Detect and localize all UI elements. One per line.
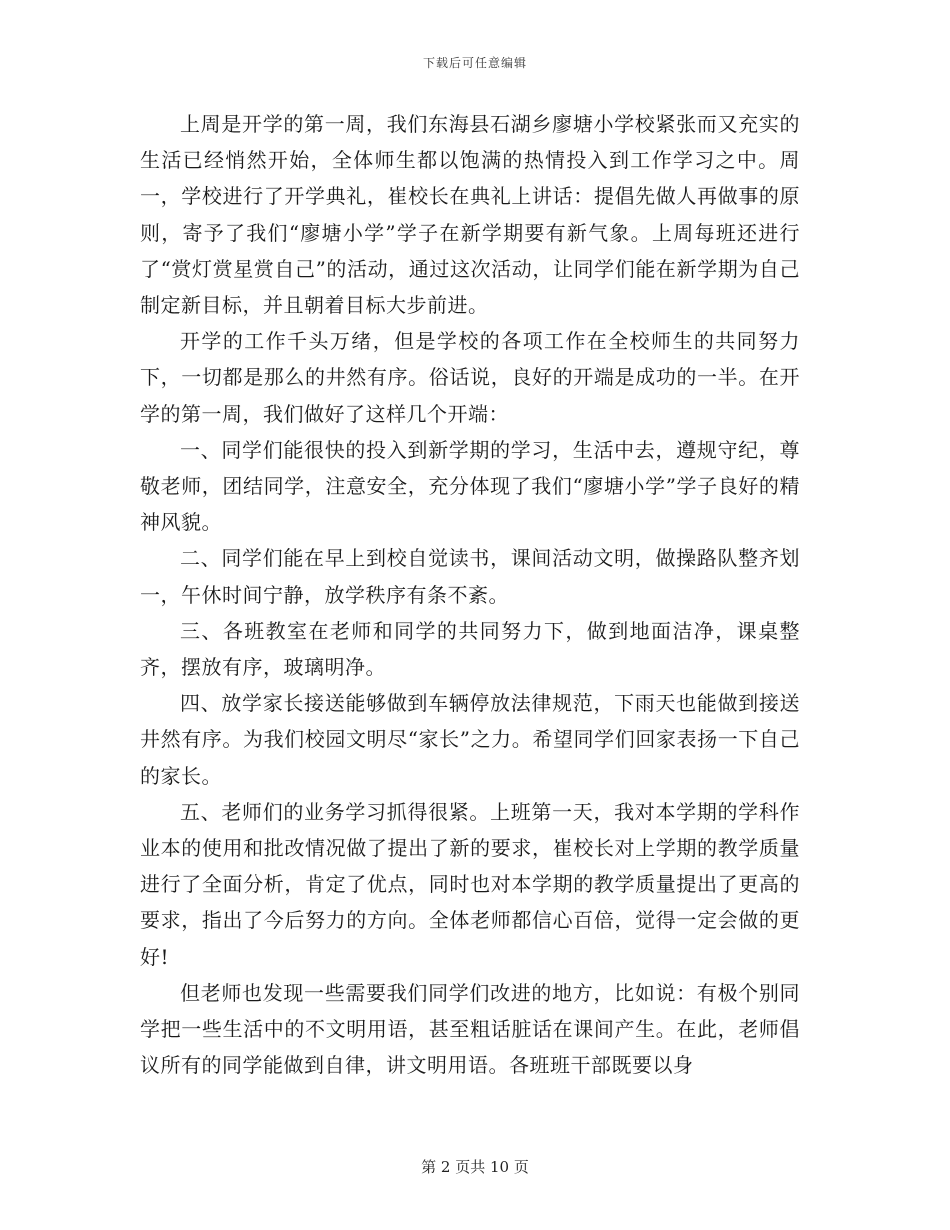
document-body	[140, 106, 800, 1083]
paragraph-1: 上周是开学的第一周，我们东海县石湖乡廖塘小学校紧张而又充实的生活已经悄然开始，全体师生都以饱满的热情投入到工作学习之中。周一，学校进行了开学典礼，崔校长在典礼上讲话：提倡先做人再做事的原则，寄予了我们“廖塘小学”学子在新学期要有新气象。上周每班还进行了“赏灯赏星赏自己”的活动，通过这次活动，让同学们能在新学期为自己制定新目标，并且朝着目标大步前进。	[140, 112, 800, 318]
paragraph-6: 四、放学家长接送能够做到车辆停放法律规范，下雨天也能做到接送井然有序。为我们校园文明尽“家长”之力。希望同学们回家表扬一下自己的家长。	[140, 691, 800, 788]
paragraph-8: 但老师也发现一些需要我们同学们改进的地方，比如说：有极个别同学把一些生活中的不文明用语，甚至粗话脏话在课间产生。在此，老师倡议所有的同学能做到自律，讲文明用语。各班班干部既要以身	[140, 980, 800, 1078]
page-number: 第 2 页共 10 页	[421, 1158, 529, 1176]
paragraph-5: 三、各班教室在老师和同学的共同努力下，做到地面洁净，课桌整齐，摆放有序，玻璃明净。	[140, 618, 800, 680]
paragraph-4: 二、同学们能在早上到校自觉读书，课间活动文明，做操路队整齐划一，午休时间宁静，放学秩序有条不紊。	[140, 546, 800, 607]
paragraph-2: 开学的工作千头万绪，但是学校的各项工作在全校师生的共同努力下，一切都是那么的井然有序。俗话说，良好的开端是成功的一半。在开学的第一周，我们做好了这样几个开端：	[140, 329, 800, 426]
paragraph-7: 五、老师们的业务学习抓得很紧。上班第一天，我对本学期的学科作业本的使用和批改情况做了提出了新的要求，崔校长对上学期的教学质量进行了全面分析，肯定了优点，同时也对本学期的教学质量提出了更高的要求，指出了今后努力的方向。全体老师都信心百倍，觉得一定会做的更好!	[140, 799, 800, 969]
page-header: 下载后可任意编辑	[422, 56, 527, 70]
paragraph-3: 一、同学们能很快的投入到新学期的学习，生活中去，遵规守纪，尊敬老师，团结同学，注意安全，充分体现了我们“廖塘小学”学子良好的精神风貌。	[140, 437, 800, 535]
